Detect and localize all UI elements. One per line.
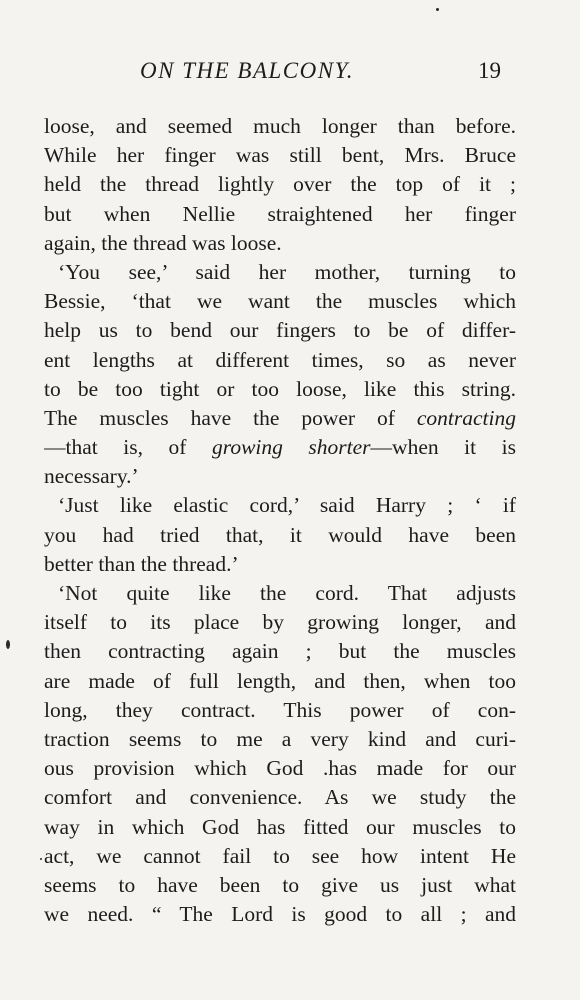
text-line: held the thread lightly over the top of it ; <box>44 172 516 197</box>
body-text <box>44 112 516 929</box>
text-line: While her finger was still bent, Mrs. Bruce <box>44 143 516 168</box>
text-line: ‘You see,’ said her mother, turning to <box>58 259 516 284</box>
text-line: to be too tight or too loose, like this string. <box>44 376 516 401</box>
text-line: then contracting again ; but the muscles <box>44 639 516 664</box>
italic-emphasis: growing shorter <box>212 435 371 460</box>
text-line: way in which God has fitted our muscles to <box>44 814 516 839</box>
text-line: long, they contract. This power of con- <box>44 697 516 722</box>
text-line: necessary.’ <box>44 464 139 489</box>
text-segment: —that is, of <box>44 435 212 460</box>
text-line: seems to have been to give us just what <box>44 872 516 897</box>
text-line: but when Nellie straightened her finger <box>44 201 516 226</box>
text-segment: —when it is <box>370 435 516 460</box>
text-line: we need. “ The Lord is good to all ; and <box>44 902 516 927</box>
text-line: traction seems to me a very kind and curi- <box>44 726 516 751</box>
text-line-with-italic <box>44 433 516 462</box>
text-line: itself to its place by growing longer, and <box>44 610 516 635</box>
text-line: again, the thread was loose. <box>44 230 282 255</box>
text-line: are made of full length, and then, when too <box>44 668 516 693</box>
page-number: 19 <box>478 58 501 83</box>
running-head <box>0 56 580 90</box>
text-line-with-italic <box>44 404 516 433</box>
text-line: loose, and seemed much longer than before. <box>44 114 516 138</box>
text-line: better than the thread.’ <box>44 551 239 576</box>
text-line: Bessie, ‘that we want the muscles which <box>44 289 516 314</box>
text-line: act, we cannot fail to see how intent He <box>44 843 516 868</box>
text-line: ent lengths at different times, so as never <box>44 347 516 372</box>
ink-speck <box>436 8 439 11</box>
running-head-title: ON THE BALCONY. <box>140 58 355 83</box>
text-segment: The muscles have the power of <box>44 405 417 430</box>
text-line: help us to bend our fingers to be of differ- <box>44 318 516 343</box>
ink-speck <box>40 858 42 860</box>
text-line: ‘Not quite like the cord. That adjusts <box>58 581 516 605</box>
italic-emphasis: contracting <box>416 405 516 430</box>
text-line: ous provision which God .has made for our <box>44 756 516 781</box>
ink-speck <box>6 640 10 649</box>
text-line: comfort and convenience. As we study the <box>44 785 516 810</box>
text-line: ‘Just like elastic cord,’ said Harry ; ‘ if <box>58 493 516 518</box>
text-line: you had tried that, it would have been <box>44 522 516 547</box>
